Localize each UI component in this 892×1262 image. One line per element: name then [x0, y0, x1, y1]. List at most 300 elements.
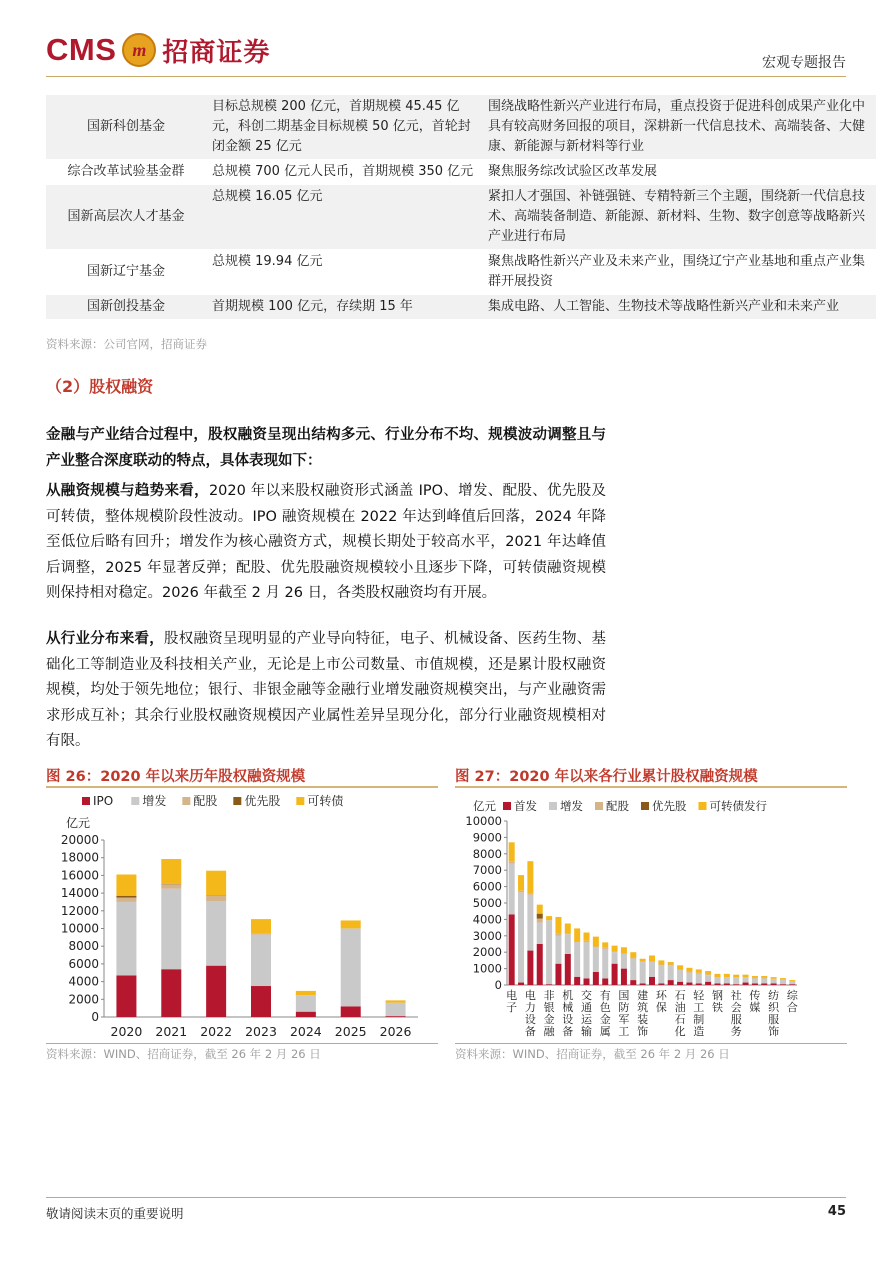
bar-segment-1	[161, 889, 181, 970]
x-tick-label	[544, 988, 556, 1038]
x-tick-char: 非	[543, 989, 555, 1002]
fig26-title: 图 26：2020 年以来历年股权融资规模	[46, 769, 306, 785]
legend-swatch-3	[641, 802, 649, 810]
x-tick-char: 银	[543, 1001, 555, 1014]
x-tick-char: 金	[543, 1013, 555, 1026]
x-tick-char: 设	[562, 1013, 574, 1026]
x-tick-label	[731, 988, 742, 1038]
fund-focus-cell: 聚焦服务综改试验区改革发展	[482, 160, 876, 185]
bar-segment-2	[509, 861, 515, 863]
x-tick-char: 设	[524, 1013, 536, 1026]
bar-segment-0	[761, 983, 767, 985]
bar-segment-4	[789, 980, 795, 981]
x-tick-char: 轻	[693, 989, 705, 1002]
y-tick-label: 6000	[472, 879, 502, 894]
bar-segment-0	[537, 944, 543, 985]
section-heading: （2）股权融资	[46, 377, 154, 396]
y-tick-label: 8000	[68, 939, 99, 954]
y-tick-label: 6000	[68, 956, 99, 971]
y-tick-label: 12000	[60, 903, 99, 918]
bar-segment-0	[602, 978, 608, 985]
logo-badge-icon: m	[122, 33, 156, 67]
logo-cn-text: 招商证券	[162, 37, 271, 68]
fund-name-cell: 国新高层次人才基金	[46, 185, 206, 250]
bar-segment-2	[574, 942, 580, 943]
bar-segment-1	[743, 978, 749, 983]
x-tick-label	[525, 988, 536, 1038]
x-tick-char: 务	[730, 1025, 742, 1038]
bar-segment-0	[789, 984, 795, 985]
bar-segment-1	[612, 952, 618, 963]
paragraph-intro	[46, 423, 606, 474]
bar-segment-1	[296, 996, 316, 1012]
bar-segment-4	[761, 976, 767, 978]
bar-segment-1	[649, 962, 655, 977]
bar-segment-2	[696, 973, 702, 974]
x-tick-char: 媒	[749, 1001, 761, 1014]
y-tick-label: 5000	[472, 896, 502, 910]
bar-segment-3	[537, 914, 543, 919]
paragraph-scale	[46, 479, 606, 607]
fund-focus-cell: 围绕战略性新兴产业进行布局，重点投资于促进科创成果产业化中具有较高财务回报的项目，深耕新一代信息技术、高端装备、大健康、新能源与新材料等行业	[482, 95, 876, 160]
legend-swatch-0	[82, 797, 90, 805]
bar-segment-2	[565, 933, 571, 934]
bar-segment-0	[555, 964, 561, 985]
paragraph-intro-text: 金融与产业结合过程中，股权融资呈现出结构多元、行业分布不均、规模波动调整且与产业整合深度联动的特点，具体表现如下：	[46, 427, 606, 469]
x-tick-char: 电	[524, 989, 536, 1002]
bar-segment-0	[771, 983, 777, 985]
fund-scale-cell: 总规模 19.94 亿元	[206, 250, 482, 295]
bar-segment-2	[251, 933, 271, 934]
bar-segment-0	[649, 977, 655, 985]
x-tick-char: 工	[618, 1025, 630, 1038]
bar-segment-0	[714, 983, 720, 985]
bar-segment-4	[677, 965, 683, 969]
x-tick-char: 饰	[637, 1025, 649, 1038]
bar-segment-1	[621, 954, 627, 969]
bar-segment-4	[686, 968, 692, 972]
x-tick-char: 力	[524, 1001, 536, 1014]
bar-segment-4	[696, 969, 702, 972]
bar-segment-2	[649, 961, 655, 962]
y-unit-label: 亿元	[66, 816, 91, 830]
fund-table	[46, 95, 876, 320]
y-tick-label: 0	[91, 1010, 99, 1024]
y-tick-label: 1000	[472, 961, 502, 976]
x-tick-char: 备	[562, 1025, 574, 1038]
bar-segment-0	[780, 984, 786, 985]
x-tick-label	[693, 989, 705, 1038]
x-tick-char: 制	[693, 1013, 705, 1026]
x-tick-char: 保	[655, 1001, 667, 1014]
y-tick-label: 14000	[60, 886, 99, 901]
bar-segment-0	[733, 984, 739, 985]
y-tick-label: 16000	[60, 868, 99, 883]
bar-segment-4	[527, 861, 533, 893]
paragraph-industry-lead: 从行业分布来看，	[46, 631, 164, 647]
bar-segment-4	[705, 971, 711, 974]
x-tick-char: 合	[786, 1001, 798, 1014]
bar-segment-1	[771, 979, 777, 983]
fund-scale-cell: 首期规模 100 亿元，存续期 15 年	[206, 295, 482, 320]
fig27-chart	[455, 788, 847, 1043]
bar-segment-4	[251, 919, 271, 933]
x-tick-char: 钢	[711, 989, 723, 1002]
bar-segment-0	[630, 980, 636, 985]
bar-segment-0	[705, 982, 711, 985]
paragraph-scale-lead: 从融资规模与趋势来看，	[46, 483, 209, 499]
x-tick-label	[506, 988, 517, 1014]
table-row	[46, 95, 876, 160]
bar-segment-1	[780, 980, 786, 984]
bar-segment-4	[584, 933, 590, 941]
header-divider	[46, 76, 846, 77]
x-tick-label	[581, 988, 593, 1038]
fund-focus-cell: 聚焦战略性新兴产业及未来产业，围绕辽宁产业基地和重点产业集群开展投资	[482, 250, 876, 295]
logo	[46, 30, 270, 70]
bar-segment-4	[116, 875, 136, 896]
bar-segment-0	[251, 986, 271, 1017]
bar-segment-1	[705, 975, 711, 982]
y-tick-label: 10000	[60, 921, 99, 936]
x-tick-char: 电	[506, 989, 518, 1002]
fund-name-cell: 国新科创基金	[46, 95, 206, 160]
bar-segment-0	[565, 954, 571, 985]
x-tick-char: 金	[599, 1013, 611, 1026]
bar-segment-4	[518, 875, 524, 891]
bar-segment-1	[509, 864, 515, 915]
bar-segment-0	[386, 1016, 406, 1017]
bar-segment-1	[116, 902, 136, 975]
bar-segment-2	[705, 974, 711, 975]
x-tick-char: 饰	[768, 1025, 780, 1038]
bar-segment-2	[668, 965, 674, 966]
bar-segment-0	[640, 983, 646, 985]
x-tick-char: 交	[581, 989, 593, 1002]
x-tick-char: 融	[543, 1025, 555, 1038]
bar-segment-0	[724, 983, 730, 985]
bar-segment-2	[161, 884, 181, 888]
legend-label-4: 可转债	[307, 794, 344, 808]
bar-segment-2	[116, 898, 136, 902]
bar-segment-0	[527, 951, 533, 985]
bar-segment-1	[686, 973, 692, 983]
x-tick-char: 工	[693, 1001, 705, 1014]
table-row	[46, 250, 876, 295]
x-tick-char: 传	[749, 989, 761, 1002]
bar-segment-1	[537, 923, 543, 944]
bar-segment-2	[612, 951, 618, 952]
x-tick-char: 子	[506, 1001, 518, 1014]
bar-segment-4	[714, 974, 720, 977]
bar-segment-2	[555, 933, 561, 935]
x-tick-char: 机	[562, 989, 574, 1002]
bar-segment-4	[780, 978, 786, 980]
legend-swatch-1	[549, 802, 557, 810]
bar-segment-4	[743, 975, 749, 977]
bar-segment-0	[574, 977, 580, 985]
legend-label-0: IPO	[93, 794, 114, 808]
bar-segment-4	[555, 917, 561, 933]
bar-segment-0	[509, 914, 515, 985]
legend-swatch-4	[699, 802, 707, 810]
x-tick-char: 防	[618, 1001, 630, 1014]
x-tick-char: 属	[599, 1025, 611, 1038]
paragraph-industry	[46, 627, 606, 755]
table-row	[46, 160, 876, 185]
bar-segment-4	[733, 975, 739, 977]
legend-label-3: 优先股	[244, 794, 281, 808]
bar-segment-0	[621, 969, 627, 985]
bar-segment-4	[341, 920, 361, 928]
legend-label-0: 首发	[514, 799, 537, 813]
bar-segment-1	[658, 965, 664, 983]
bar-segment-1	[696, 974, 702, 984]
bar-segment-0	[686, 983, 692, 985]
x-tick-char: 服	[768, 1013, 780, 1026]
x-tick-char: 军	[618, 1013, 630, 1026]
x-tick-char: 社	[730, 989, 742, 1002]
y-tick-label: 0	[494, 978, 502, 992]
bar-segment-1	[602, 949, 608, 979]
bar-segment-1	[527, 895, 533, 951]
bar-segment-0	[161, 969, 181, 1017]
paragraph-industry-text: 股权融资呈现明显的产业导向特征，电子、机械设备、医药生物、基础化工等制造业及科技相关产业，无论是上市公司数量、市值规模，还是累计股权融资规模，均处于领先地位；银行、非银金融等金融行业增发融资规模突出，与产业融资需求形成互补；其余行业股权融资规模因产业属性差异呈现分化，部分行业融资规模相对有限。	[46, 631, 607, 749]
bar-segment-1	[677, 970, 683, 981]
x-tick-label	[675, 989, 686, 1038]
x-tick-label	[637, 988, 648, 1038]
bar-segment-4	[565, 924, 571, 934]
bar-segment-0	[546, 984, 552, 985]
bar-segment-2	[686, 972, 692, 973]
report-type: 宏观专题报告	[762, 55, 846, 71]
paragraph-scale-text: 2020 年以来股权融资形式涵盖 IPO、增发、配股、优先股及可转债，整体规模阶段性波动。IPO 融资规模在 2022 年达到峰值后回落，2024 年降至低位后略有回升；增发作为核心融资方式，规模长期处于较高水平，2021 年达峰值后调整，2025 年显著反弹；配股、优先股融资规模较小且逐步下降，可转债融资规模则保持相对稳定。2026 年截至 2 月 26 日，各类股权融资均有开展。	[46, 483, 606, 601]
fig27-source: 资料来源：WIND、招商证券，截至 26 年 2 月 26 日	[455, 1047, 730, 1061]
fig26-bottom-rule	[46, 1043, 438, 1044]
fund-scale-cell: 目标总规模 200 亿元，首期规模 45.45 亿元，科创二期基金目标规模 50 亿元，首轮封闭金额 25 亿元	[206, 95, 482, 160]
bar-segment-1	[724, 978, 730, 984]
x-tick-char: 铁	[711, 1001, 723, 1014]
bar-segment-0	[696, 983, 702, 985]
bar-segment-0	[658, 983, 664, 985]
bar-segment-4	[161, 859, 181, 884]
bar-segment-2	[621, 953, 627, 954]
bar-segment-1	[640, 962, 646, 983]
bar-segment-2	[537, 919, 543, 923]
x-tick-char: 输	[581, 1025, 593, 1038]
legend-swatch-3	[233, 797, 241, 805]
bar-segment-1	[518, 892, 524, 982]
bar-segment-1	[584, 942, 590, 978]
x-tick-char: 有	[599, 989, 611, 1002]
page-number: 45	[827, 1204, 846, 1219]
bar-segment-1	[341, 929, 361, 1007]
bar-segment-1	[565, 934, 571, 954]
legend-label-2: 配股	[606, 799, 629, 813]
bar-segment-1	[546, 920, 552, 984]
bar-segment-2	[527, 893, 533, 895]
fund-focus-cell: 紧扣人才强国、补链强链、专精特新三个主题，围绕新一代信息技术、高端装备制造、新能源、新材料、生物、数字创意等战略新兴产业进行布局	[482, 185, 876, 250]
bar-segment-4	[574, 928, 580, 941]
y-tick-label: 18000	[60, 850, 99, 865]
y-tick-label: 8000	[472, 846, 502, 861]
bar-segment-2	[677, 969, 683, 970]
fig27-bottom-rule	[455, 1043, 847, 1044]
x-tick-label	[600, 989, 611, 1038]
x-tick-label: 2022	[200, 1024, 233, 1039]
fund-name-cell: 国新创投基金	[46, 295, 206, 320]
bar-segment-1	[789, 982, 795, 984]
x-tick-label	[712, 988, 723, 1014]
logo-cms-text: CMS	[46, 32, 117, 67]
legend-label-3: 优先股	[652, 799, 687, 813]
x-tick-char: 石	[674, 1013, 686, 1026]
x-tick-char: 会	[730, 1001, 742, 1014]
x-tick-char: 石	[674, 989, 686, 1002]
bar-segment-2	[206, 896, 226, 901]
x-tick-char: 油	[674, 1001, 686, 1014]
y-unit-label-top: 亿元	[473, 799, 496, 813]
fig26-chart	[46, 788, 438, 1043]
bar-segment-0	[518, 983, 524, 985]
bar-segment-2	[584, 941, 590, 943]
bar-segment-0	[668, 980, 674, 985]
bar-segment-1	[251, 935, 271, 986]
bar-segment-2	[518, 891, 524, 893]
bar-segment-0	[612, 964, 618, 985]
bar-segment-1	[761, 978, 767, 983]
y-tick-label: 20000	[60, 833, 99, 847]
bar-segment-2	[630, 958, 636, 959]
bar-segment-4	[649, 955, 655, 961]
x-tick-char: 色	[599, 1001, 611, 1014]
x-tick-char: 国	[618, 989, 630, 1002]
footer-note: 敬请阅读末页的重要说明	[46, 1206, 184, 1221]
x-tick-label	[656, 989, 668, 1014]
bar-segment-4	[640, 959, 646, 961]
x-tick-char: 通	[581, 1001, 593, 1014]
bar-segment-0	[752, 983, 758, 985]
bar-segment-4	[630, 952, 636, 958]
bar-segment-0	[584, 978, 590, 985]
x-tick-label	[787, 988, 799, 1014]
bar-segment-4	[296, 991, 316, 995]
bar-segment-2	[602, 947, 608, 949]
bar-segment-1	[206, 901, 226, 966]
table-row	[46, 295, 876, 320]
bar-segment-0	[593, 972, 599, 985]
legend-label-2: 配股	[193, 794, 218, 808]
bar-segment-4	[593, 937, 599, 947]
legend-label-4: 可转债发行	[709, 799, 767, 813]
x-tick-label: 2020	[110, 1024, 143, 1039]
legend-swatch-2	[182, 797, 190, 805]
x-tick-char: 造	[693, 1025, 705, 1038]
x-tick-char: 纺	[768, 989, 780, 1002]
bar-segment-4	[724, 974, 730, 977]
x-tick-label	[749, 988, 760, 1014]
footer-divider	[46, 1197, 846, 1198]
x-tick-char: 服	[730, 1013, 742, 1026]
x-tick-label: 2026	[379, 1024, 412, 1039]
fund-name-cell: 综合改革试验基金群	[46, 160, 206, 185]
bar-segment-1	[668, 965, 674, 980]
x-tick-label: 2023	[245, 1024, 277, 1039]
bar-segment-2	[640, 961, 646, 962]
x-tick-char: 织	[768, 1001, 780, 1014]
y-tick-label: 7000	[472, 863, 502, 878]
legend-label-1: 增发	[560, 799, 583, 813]
bar-segment-0	[341, 1006, 361, 1017]
y-tick-label: 2000	[472, 945, 502, 960]
x-tick-char: 化	[674, 1025, 686, 1038]
legend-swatch-2	[595, 802, 603, 810]
bar-segment-1	[714, 978, 720, 984]
x-tick-char: 备	[524, 1025, 536, 1038]
bar-segment-0	[677, 982, 683, 985]
x-tick-label	[768, 989, 780, 1038]
y-tick-label: 4000	[472, 912, 502, 927]
legend-swatch-0	[503, 802, 511, 810]
x-tick-char: 装	[637, 1013, 649, 1026]
bar-segment-4	[612, 946, 618, 952]
y-tick-label: 4000	[68, 974, 99, 989]
y-tick-label: 2000	[68, 992, 99, 1007]
fund-scale-cell: 总规模 16.05 亿元	[206, 185, 482, 250]
fig27-title: 图 27：2020 年以来各行业累计股权融资规模	[455, 769, 758, 785]
bar-segment-4	[546, 916, 552, 920]
bar-segment-4	[658, 960, 664, 964]
bar-segment-4	[602, 942, 608, 947]
table-row	[46, 185, 876, 250]
bar-segment-2	[593, 946, 599, 947]
x-tick-label: 2025	[334, 1024, 367, 1039]
bar-segment-1	[630, 959, 636, 980]
legend-swatch-4	[296, 797, 304, 805]
bar-segment-1	[555, 936, 561, 964]
bar-segment-4	[668, 962, 674, 964]
x-tick-char: 综	[786, 989, 798, 1002]
bar-segment-4	[509, 842, 515, 861]
x-tick-char: 运	[581, 1013, 593, 1026]
bar-segment-1	[574, 942, 580, 976]
fig26-source: 资料来源：WIND、招商证券，截至 26 年 2 月 26 日	[46, 1047, 321, 1061]
bar-segment-0	[296, 1012, 316, 1017]
bar-segment-3	[116, 896, 136, 898]
bar-segment-1	[593, 947, 599, 972]
x-tick-char: 筑	[637, 1001, 649, 1014]
legend-swatch-1	[131, 797, 139, 805]
y-tick-label: 10000	[465, 814, 502, 828]
bar-segment-4	[386, 1000, 406, 1002]
x-tick-label: 2021	[155, 1024, 188, 1039]
x-tick-label: 2024	[289, 1024, 322, 1039]
bar-segment-0	[116, 975, 136, 1017]
bar-segment-4	[537, 905, 543, 914]
bar-segment-4	[621, 947, 627, 953]
fund-scale-cell: 总规模 700 亿元人民币，首期规模 350 亿元	[206, 160, 482, 185]
bar-segment-1	[733, 978, 739, 985]
x-tick-char: 械	[562, 1001, 574, 1014]
x-tick-label	[618, 989, 629, 1038]
x-tick-label	[562, 988, 573, 1038]
x-tick-char: 环	[655, 989, 667, 1002]
bar-segment-1	[386, 1003, 406, 1016]
bar-segment-4	[206, 871, 226, 896]
bar-segment-0	[743, 983, 749, 985]
y-tick-label: 9000	[472, 830, 502, 845]
y-tick-label: 3000	[472, 928, 502, 943]
